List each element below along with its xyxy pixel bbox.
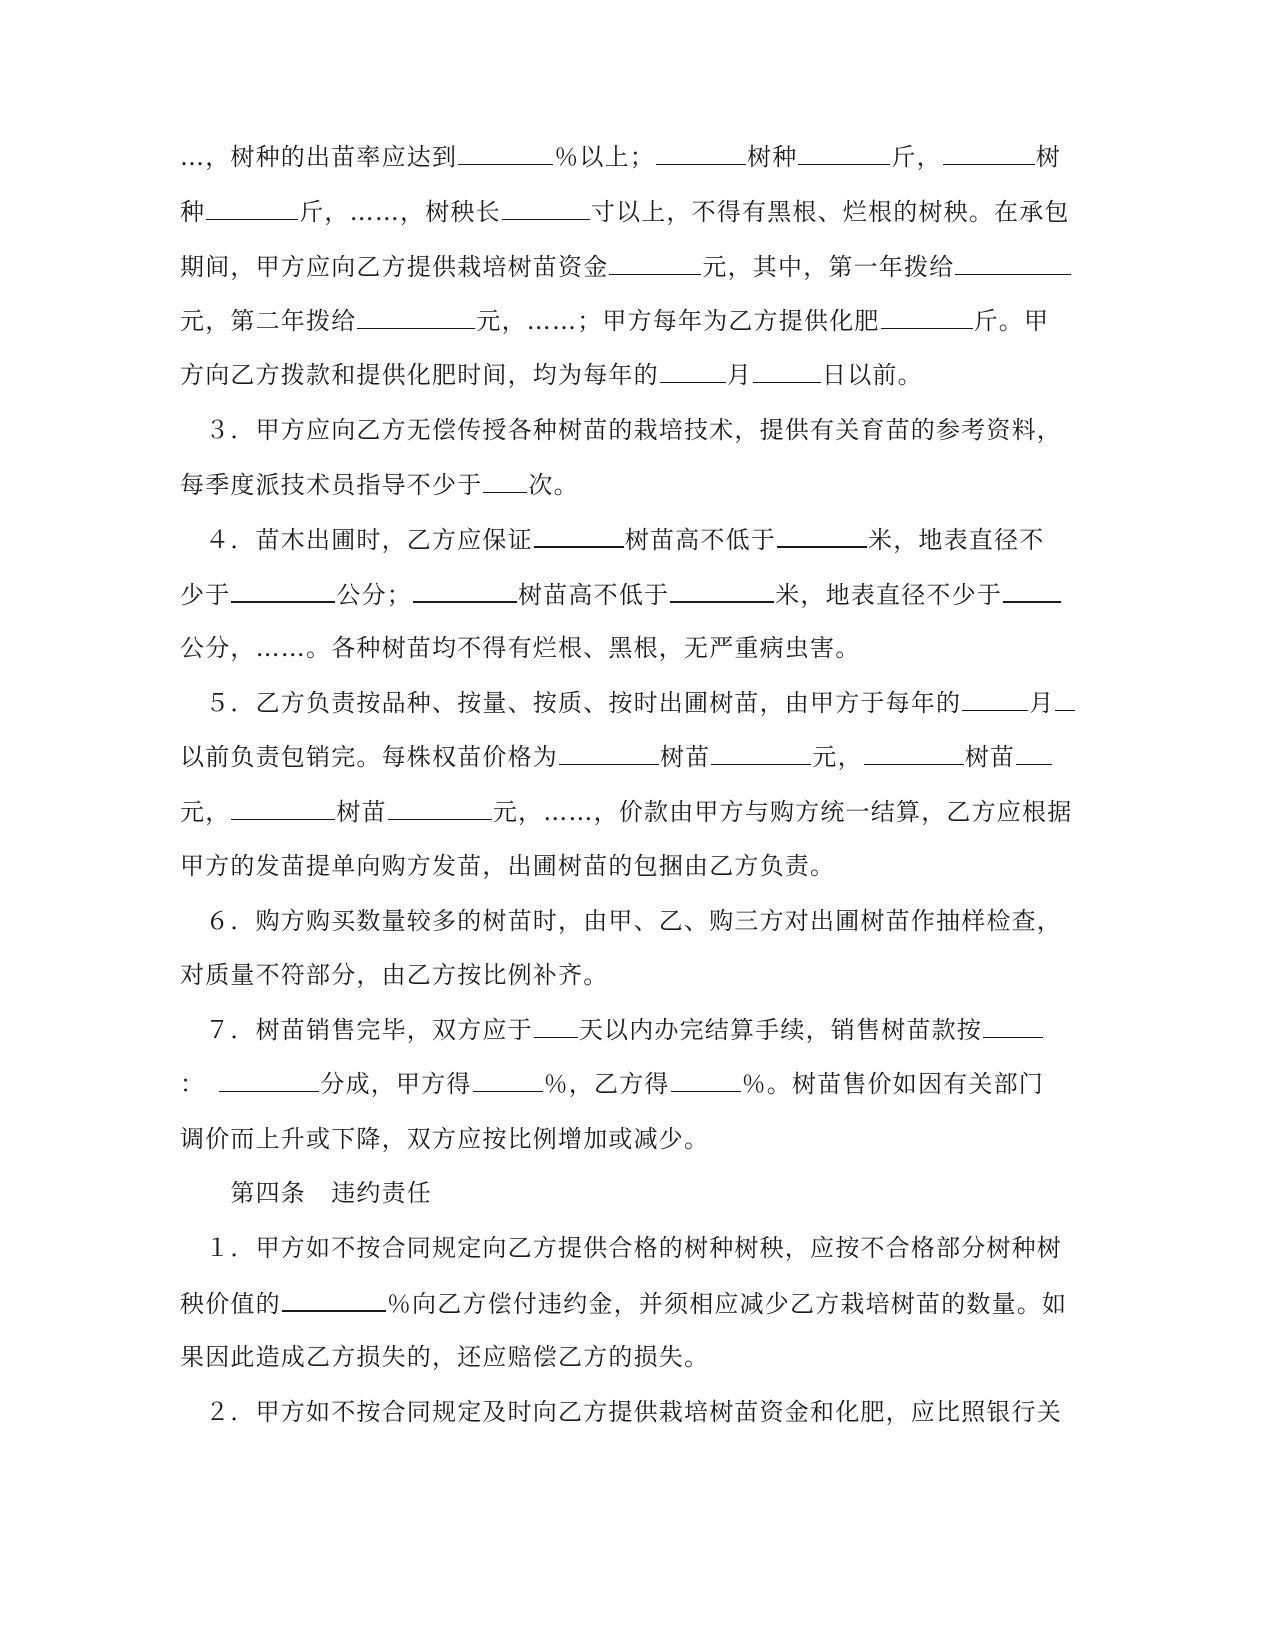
- fill-in-blank[interactable]: [1055, 688, 1075, 711]
- text-segment: ％。树苗售价如因有关部门: [741, 1070, 1045, 1098]
- text-segment: 树苗: [660, 743, 711, 771]
- fill-in-blank[interactable]: [206, 197, 298, 220]
- text-segment: 秧价值的: [180, 1290, 281, 1318]
- text-segment: 元，……；甲方每年为乙方提供化肥: [476, 307, 880, 335]
- text-segment: 月: [726, 361, 753, 389]
- text-segment: 寸以上，不得有黑根、烂根的树秧。在承包: [590, 198, 1070, 226]
- fill-in-blank[interactable]: [282, 1288, 386, 1312]
- text-line: [180, 633, 1040, 663]
- text-segment: 少于: [180, 581, 231, 609]
- fill-in-blank[interactable]: [473, 1069, 543, 1092]
- text-line: [180, 579, 1040, 609]
- text-segment: 元，第二年拨给: [180, 307, 357, 335]
- text-segment: ７．树苗销售完毕，双方应于: [180, 1016, 533, 1044]
- text-segment: 米，地表直径不: [868, 526, 1045, 554]
- fill-in-blank[interactable]: [670, 579, 774, 603]
- text-line: [180, 1178, 1040, 1208]
- fill-in-blank[interactable]: [231, 797, 335, 820]
- text-line: [180, 197, 1070, 227]
- fill-in-blank[interactable]: [983, 1015, 1043, 1038]
- text-segment: ％，乙方得: [543, 1070, 670, 1098]
- text-segment: 期间，甲方应向乙方提供栽培树苗资金: [180, 253, 609, 281]
- text-segment: 斤，: [891, 143, 942, 171]
- text-line: [180, 851, 1040, 881]
- text-segment: 分成，甲方得: [320, 1070, 472, 1098]
- fill-in-blank[interactable]: [955, 252, 1071, 275]
- fill-in-blank[interactable]: [962, 688, 1028, 711]
- fill-in-blank[interactable]: [656, 142, 746, 165]
- text-segment: 斤。甲: [973, 307, 1050, 335]
- text-line: [180, 1124, 1040, 1154]
- text-segment: 以前负责包销完。每株权苗价格为: [180, 743, 558, 771]
- text-segment: 种: [180, 198, 206, 226]
- fill-in-blank[interactable]: [219, 1069, 319, 1092]
- text-line: [180, 360, 1040, 390]
- fill-in-blank[interactable]: [671, 1069, 741, 1092]
- text-line: [180, 1233, 1062, 1263]
- text-segment: 第四条 违约责任: [180, 1179, 432, 1207]
- text-segment: ３．甲方应向乙方无偿传授各种树苗的栽培技术，提供有关育苗的参考资料，: [180, 416, 1062, 444]
- fill-in-blank[interactable]: [502, 197, 590, 220]
- text-segment: 斤，……，树秧长: [299, 198, 501, 226]
- text-segment: ％以上；: [554, 143, 656, 171]
- fill-in-blank[interactable]: [388, 797, 492, 820]
- fill-in-blank[interactable]: [753, 360, 821, 383]
- text-line: [180, 142, 1062, 172]
- text-line: [180, 415, 1062, 445]
- text-line: [180, 906, 1062, 936]
- text-segment: 元，: [812, 743, 863, 771]
- text-segment: 日以前。: [822, 361, 923, 389]
- text-segment: ％向乙方偿付违约金，并须相应减少乙方栽培树苗的数量。如: [386, 1290, 1068, 1318]
- fill-in-blank[interactable]: [1003, 579, 1061, 603]
- fill-in-blank[interactable]: [711, 742, 811, 765]
- text-segment: ２．甲方如不按合同规定及时向乙方提供栽培树苗资金和化肥，应比照银行关: [180, 1398, 1062, 1426]
- text-segment: 果因此造成乙方损失的，还应赔偿乙方的损失。: [180, 1343, 710, 1371]
- text-line: [180, 1397, 1062, 1427]
- fill-in-blank[interactable]: [864, 742, 964, 765]
- text-segment: 元，……，价款由甲方与购方统一结算，乙方应根据: [492, 798, 1073, 826]
- text-segment: ５．乙方负责按品种、按量、按质、按时出圃树苗，由甲方于每年的: [180, 689, 962, 717]
- text-segment: 米，地表直径不少于: [775, 581, 1003, 609]
- text-line: [180, 524, 1045, 554]
- text-line: [180, 688, 1055, 718]
- text-segment: …，树种的出苗率应达到: [180, 143, 458, 171]
- text-segment: 元，其中，第一年拨给: [702, 253, 955, 281]
- text-segment: ：: [180, 1070, 219, 1098]
- text-segment: 树种: [747, 143, 798, 171]
- fill-in-blank[interactable]: [559, 742, 659, 765]
- fill-in-blank[interactable]: [534, 1015, 578, 1038]
- text-segment: 甲方的发苗提单向购方发苗，出圃树苗的包捆由乙方负责。: [180, 852, 836, 880]
- text-segment: 对质量不符部分，由乙方按比例补齐。: [180, 961, 609, 989]
- text-segment: 公分，……。各种树苗均不得有烂根、黑根，无严重病虫害。: [180, 634, 861, 662]
- text-segment: 天以内办完结算手续，销售树苗款按: [578, 1016, 983, 1044]
- text-segment: 树: [1035, 143, 1062, 171]
- fill-in-blank[interactable]: [881, 306, 973, 329]
- text-line: [180, 1342, 1040, 1372]
- fill-in-blank[interactable]: [357, 306, 475, 329]
- text-segment: 次。: [528, 471, 579, 499]
- text-segment: 月: [1029, 689, 1055, 717]
- fill-in-blank[interactable]: [483, 470, 527, 493]
- text-line: [180, 306, 1050, 336]
- fill-in-blank[interactable]: [458, 142, 553, 165]
- fill-in-blank[interactable]: [777, 524, 867, 548]
- fill-in-blank[interactable]: [231, 579, 335, 603]
- text-segment: 调价而上升或下降，双方应按比例增加或减少。: [180, 1125, 710, 1153]
- text-line: [180, 252, 1040, 282]
- text-line: [180, 1015, 1040, 1045]
- text-segment: １．甲方如不按合同规定向乙方提供合格的树种树秧，应按不合格部分树种树: [180, 1234, 1062, 1262]
- text-segment: ６．购方购买数量较多的树苗时，由甲、乙、购三方对出圃树苗作抽样检查，: [180, 907, 1062, 935]
- text-segment: 方向乙方拨款和提供化肥时间，均为每年的: [180, 361, 659, 389]
- text-segment: 树苗高不低于: [518, 581, 670, 609]
- text-segment: 公分；: [336, 581, 413, 609]
- text-line: [180, 797, 1073, 827]
- text-segment: 元，: [180, 798, 231, 826]
- text-segment: 树苗: [336, 798, 387, 826]
- text-line: [180, 1288, 1068, 1318]
- text-segment: 树苗: [964, 743, 1016, 771]
- fill-in-blank[interactable]: [534, 524, 624, 548]
- fill-in-blank[interactable]: [798, 142, 890, 165]
- fill-in-blank[interactable]: [413, 579, 517, 603]
- text-line: [180, 1069, 1045, 1099]
- fill-in-blank[interactable]: [660, 360, 726, 383]
- fill-in-blank[interactable]: [1016, 742, 1052, 765]
- fill-in-blank[interactable]: [609, 252, 701, 275]
- text-line: [180, 742, 1040, 772]
- text-segment: ４．苗木出圃时，乙方应保证: [180, 526, 533, 554]
- text-line: [180, 960, 1040, 990]
- text-segment: 树苗高不低于: [624, 526, 777, 554]
- text-line: [180, 470, 1040, 500]
- fill-in-blank[interactable]: [943, 142, 1035, 165]
- text-segment: 每季度派技术员指导不少于: [180, 471, 483, 499]
